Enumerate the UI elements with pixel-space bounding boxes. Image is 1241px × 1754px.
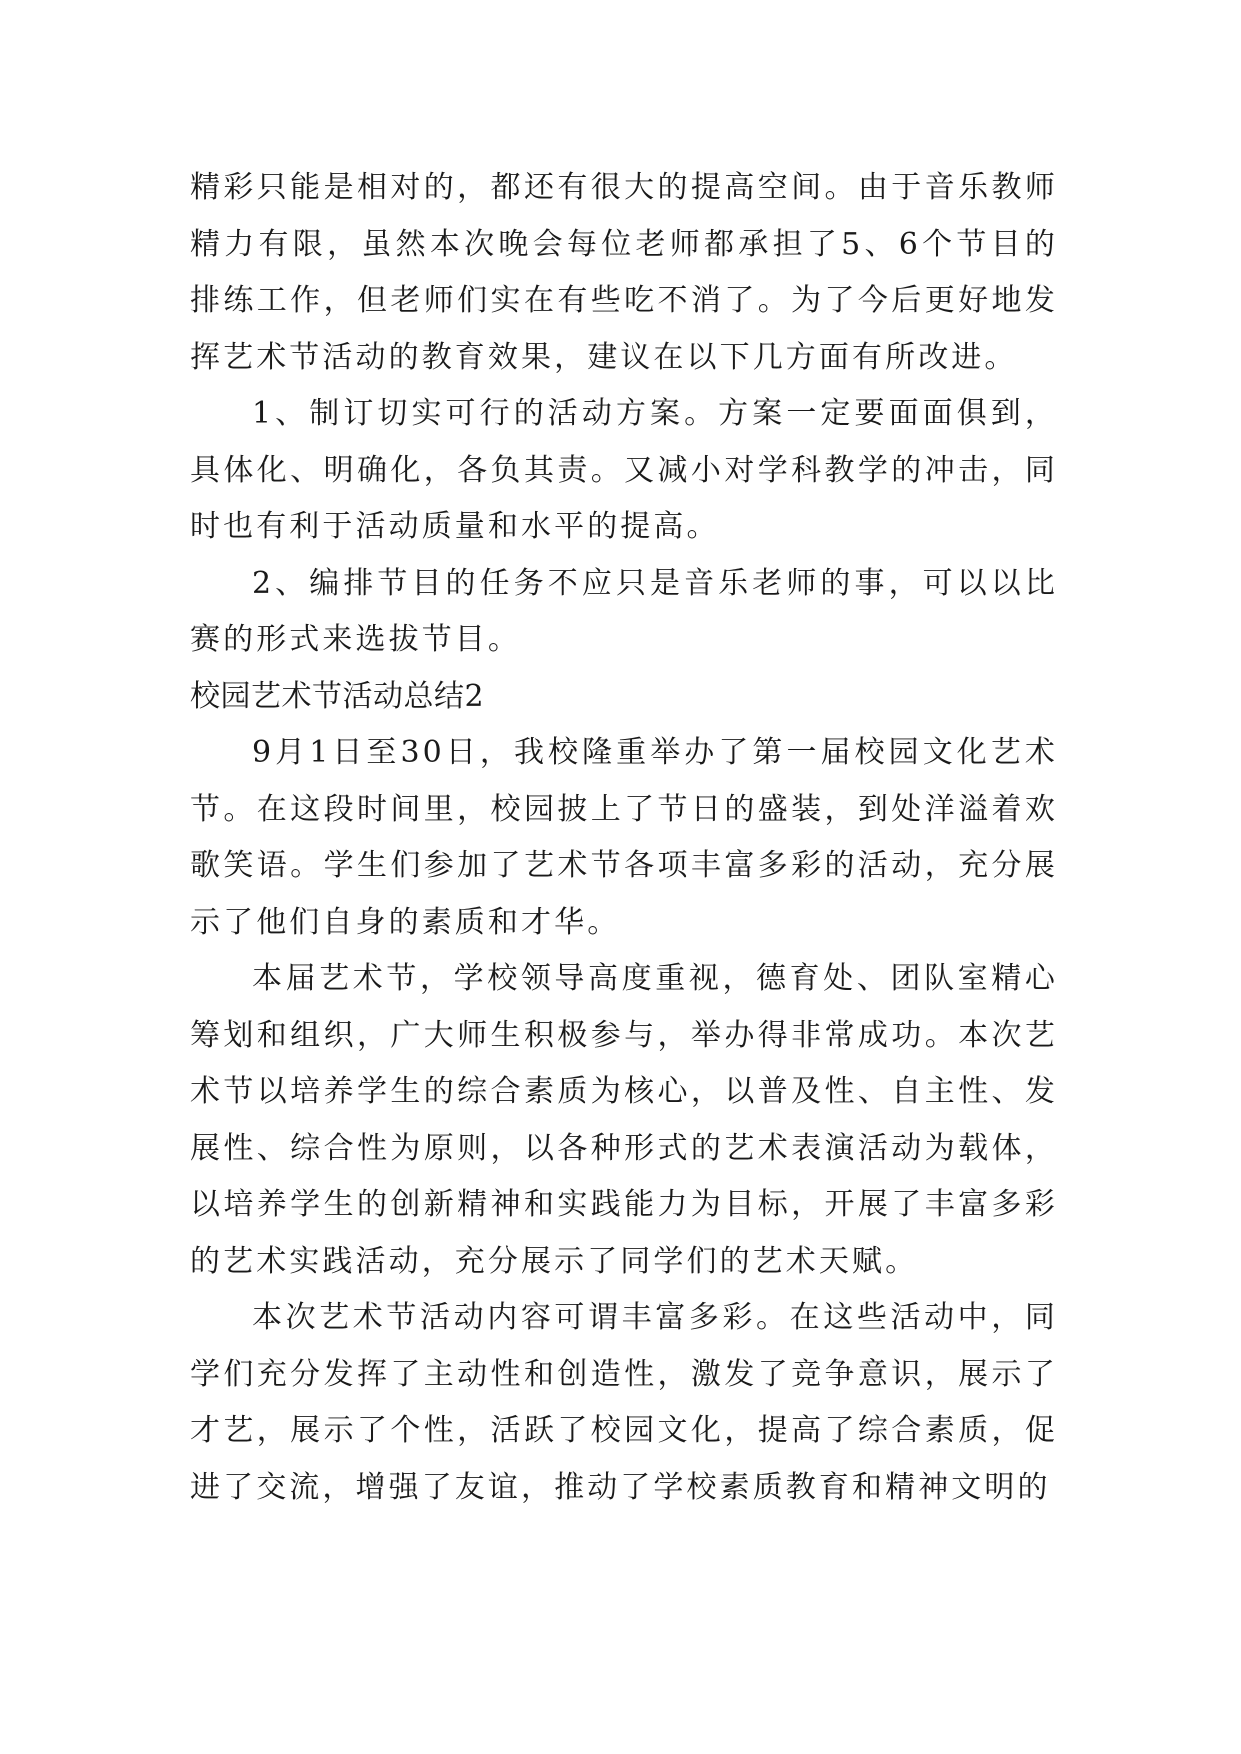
paragraph-suggestion-1: 1、制订切实可行的活动方案。方案一定要面面俱到，具体化、明确化，各负其责。又减小对学科教学的冲击，同时也有利于活动质量和水平的提高。 xyxy=(190,396,1058,544)
paragraph-festival-dates: 9月1日至30日，我校隆重举办了第一届校园文化艺术节。在这段时间里，校园披上了节日的盛装，到处洋溢着欢歌笑语。学生们参加了艺术节各项丰富多彩的活动，充分展示了他们自身的素质和才华。 xyxy=(190,735,1058,940)
section-heading: 校园艺术节活动总结2 xyxy=(190,678,485,714)
paragraph-festival-activities: 本次艺术节活动内容可谓丰富多彩。在这些活动中，同学们充分发挥了主动性和创造性，激发了竞争意识，展示了才艺，展示了个性，活跃了校园文化，提高了综合素质，促进了交流，增强了友谊，推动了学校素质教育和精神文明的 xyxy=(190,1300,1058,1505)
paragraph-suggestion-2: 2、编排节目的任务不应只是音乐老师的事，可以以比赛的形式来选拔节目。 xyxy=(190,565,1058,657)
paragraph-festival-organization: 本届艺术节，学校领导高度重视，德育处、团队室精心筹划和组织，广大师生积极参与，举办得非常成功。本次艺术节以培养学生的综合素质为核心，以普及性、自主性、发展性、综合性为原则，以各种形式的艺术表演活动为载体，以培养学生的创新精神和实践能力为目标，开展了丰富多彩的艺术实践活动，充分展示了同学们的艺术天赋。 xyxy=(190,961,1058,1279)
document-body xyxy=(190,160,1058,1516)
paragraph-improvement-intro: 精彩只能是相对的，都还有很大的提高空间。由于音乐教师精力有限，虽然本次晚会每位老师都承担了5、6个节目的排练工作，但老师们实在有些吃不消了。为了今后更好地发挥艺术节活动的教育效果，建议在以下几方面有所改进。 xyxy=(190,170,1058,375)
